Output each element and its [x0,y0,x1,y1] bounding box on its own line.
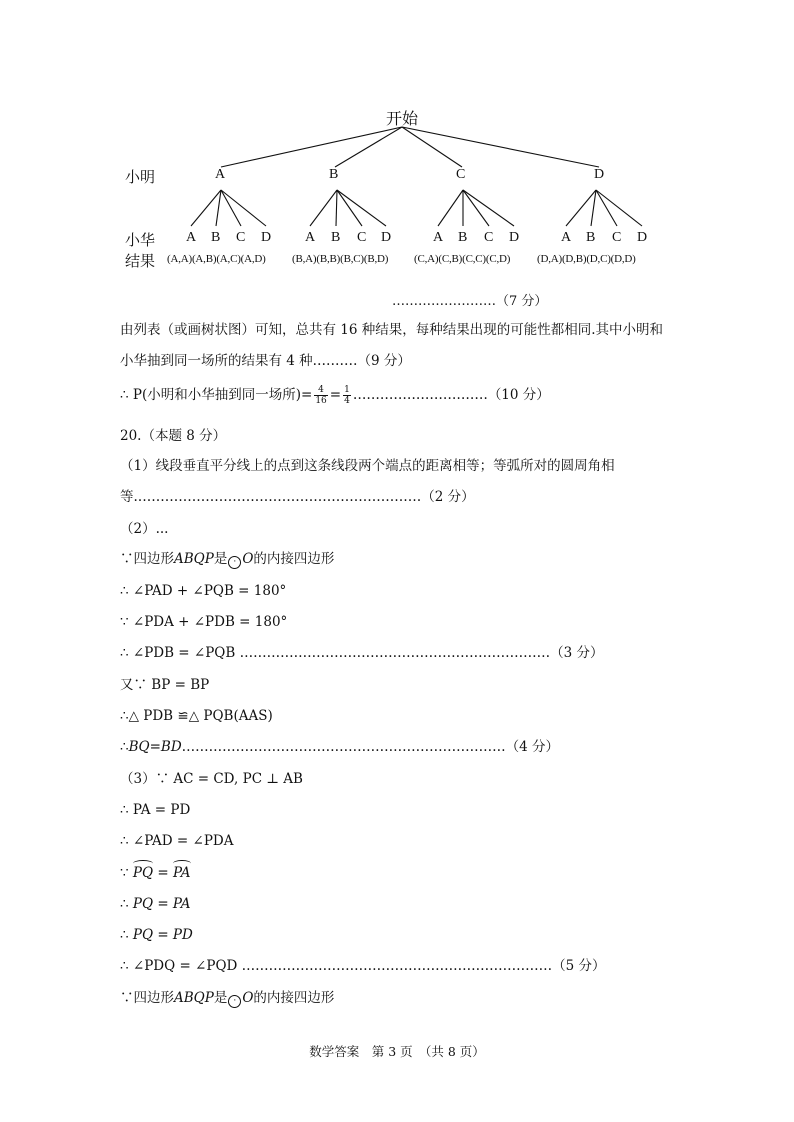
tree-node-level2: B [586,230,596,245]
text-span: 的内接四边形 [253,990,335,1006]
tree-node-level2: D [381,230,392,245]
arc-label: PA [172,865,191,881]
text-line: 小华抽到同一场所的结果有 4 种.………（9 分） [120,353,411,369]
tree-node-level2: A [561,230,572,245]
math-span: O [242,551,254,567]
text-line [120,864,191,882]
text-line [120,926,193,944]
question-heading: 20.（本题 8 分） [120,428,227,444]
tree-results-c: (C,A)(C,B)(C,C)(C,D) [414,253,511,265]
fraction-denominator: 16 [315,396,327,406]
text-span: ………………………………………………………………（4 分） [181,739,560,755]
tree-node-level2: D [509,230,520,245]
tree-node-level2: B [458,230,468,245]
text-line: （3）∵ AC = CD, PC ⊥ AB [120,771,303,787]
math-span: PQ = PD [132,927,193,943]
circle-dot-icon: · [228,556,241,569]
tree-node-level2: A [186,230,197,245]
text-line: （2）... [120,521,169,537]
fraction [343,385,351,406]
text-span: 的内接四边形 [253,551,335,567]
tree-node-level2: D [637,230,648,245]
text-span: ∵四边形 [120,990,174,1006]
text-span: ∴ [120,739,129,755]
tree-row-label-result: 结果 [125,254,156,270]
text-line: 由列表（或画树状图）可知，总共有 16 种结果，每种结果出现的可能性都相同.其中小明和 [120,322,664,338]
text-span: 是 [213,990,228,1006]
tree-row-label-xiaohua: 小华 [125,233,156,249]
text-span: = [153,865,173,881]
tree-results-d: (D,A)(D,B)(D,C)(D,D) [537,253,636,265]
text-line [120,738,559,756]
tree-node-level2: C [357,230,367,245]
text-span: ∴ [120,896,129,912]
tree-node-level2: B [211,230,221,245]
tree-root: 开始 [386,111,419,128]
text-line: ∴ ∠PAD = ∠PDA [120,833,234,849]
score-note: …………………………（10 分） [352,387,550,403]
text-line [120,989,334,1008]
score-note-7: ……………………（7 分） [392,294,548,309]
tree-node-level2: A [433,230,444,245]
math-span: ABQP [174,990,214,1006]
text-line: ∴ ∠PAD + ∠PQB = 180° [120,583,287,599]
text-line [120,895,191,913]
fraction-numerator: 4 [314,385,327,396]
tree-diagram [0,0,794,300]
text-line [120,550,334,569]
text-span: ∴ [120,927,129,943]
fraction-denominator: 4 [344,396,350,406]
tree-node-level1: C [456,167,466,182]
tree-node-level2: A [305,230,316,245]
math-span: ABQP [174,551,214,567]
tree-row-label-xiaoming: 小明 [125,170,156,186]
page-footer: 数学答案 第 3 页 （共 8 页） [309,1044,485,1059]
text-span: ∵ [120,865,129,881]
tree-node-level2: C [236,230,246,245]
text-line: 等.………………………………………………………（2 分） [120,489,475,505]
text-span: ∵四边形 [120,551,174,567]
tree-node-level1: B [329,167,339,182]
tree-node-level2: C [484,230,494,245]
text-line: ∵ ∠PDA + ∠PDB = 180° [120,614,288,630]
text-line: ∴ PA = PD [120,802,191,818]
tree-node-level2: B [331,230,341,245]
probability-label: ∴ P(小明和小华抽到同一场所)= [120,387,313,403]
text-line: （1）线段垂直平分线上的点到这条线段两个端点的距离相等；等弧所对的圆周角相 [120,458,615,474]
math-span: PQ = PA [132,896,191,912]
tree-node-level2: D [261,230,272,245]
text-line: 又∵ BP = BP [120,677,210,693]
fraction-numerator: 1 [344,385,350,395]
text-span: 是 [213,551,228,567]
tree-node-level2: C [612,230,622,245]
math-span: O [242,990,254,1006]
math-span: BQ=BD [128,739,182,755]
probability-line [120,385,550,406]
tree-node-level1: D [594,167,605,182]
equals-sign: = [329,387,342,403]
tree-results-b: (B,A)(B,B)(B,C)(B,D) [292,253,389,265]
circle-dot-icon: · [228,995,241,1008]
fraction [314,385,327,406]
arc-label: PQ [132,865,154,881]
tree-results-a: (A,A)(A,B)(A,C)(A,D) [167,253,266,265]
text-line: ∴△ PDB ≌△ PQB(AAS) [120,708,273,724]
text-line: ∴ ∠PDQ = ∠PQD ……………………………………………………………（5 分） [120,958,606,974]
text-line: ∴ ∠PDB = ∠PQB ……………………………………………………………（3 分） [120,645,604,661]
tree-node-level1: A [215,167,226,182]
